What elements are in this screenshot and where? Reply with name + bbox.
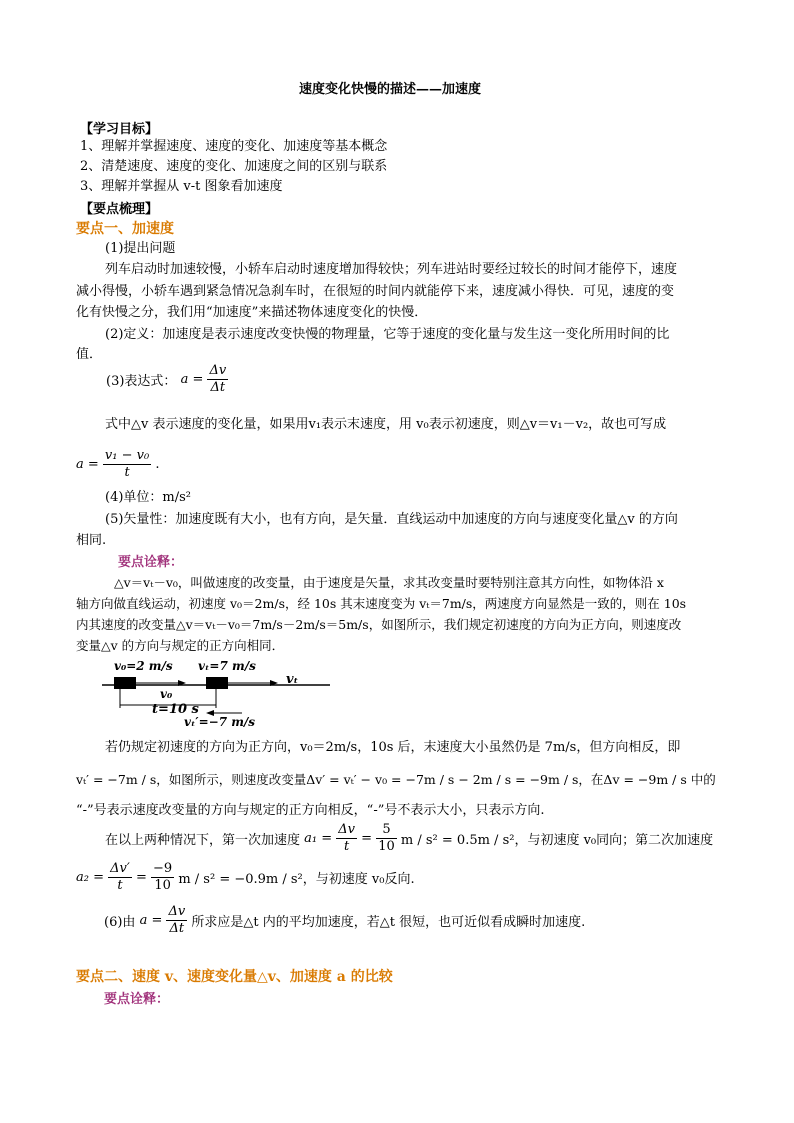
text-fragment: m / s² = −0.9m / s²，与初速度 v₀反向. — [178, 872, 415, 887]
goals-heading: 【学习目标】 — [80, 122, 159, 137]
fraction-5-10 — [376, 822, 397, 855]
note-line: 内其速度的改变量△v＝vₜ－v₀＝7m/s－2m/s＝5m/s，如图所示，我们规定初速度的方向为正方向，则速度改 — [76, 617, 682, 632]
paragraph-line: (5)矢量性：加速度既有大小，也有方向，是矢量．直线运动中加速度的方向与速度变化量△v 的方向 — [105, 512, 678, 527]
expression-row — [106, 363, 228, 396]
v0-arrow-label: v₀ — [160, 687, 173, 701]
fraction-numerator: v₁ − v₀ — [104, 448, 150, 463]
note-line: △v＝vₜ－v₀，叫做速度的改变量，由于速度是矢量，求其改变量时要特别注意其方向性，如物体沿 x — [114, 575, 664, 590]
formula-lhs: a = — [76, 457, 99, 472]
fraction-numerator: Δv′ — [110, 861, 130, 876]
car-block-start — [114, 677, 136, 689]
fraction-denominator: t — [117, 878, 123, 893]
paragraph-line: “-”号表示速度改变量的方向与规定的正方向相反，“-”号不表示大小，只表示方向. — [76, 803, 545, 818]
equals-sign: = — [361, 831, 373, 846]
formula-lhs: a = — [139, 913, 163, 928]
section-heading-point1: 要点一、加速度 — [76, 221, 174, 237]
paragraph-line: 式中△v 表示速度的变化量，如果用v₁表示末速度，用 v₀表示初速度，则△v＝v₁－v₂，故也可写成 — [105, 417, 667, 432]
vt-reverse-label: vₜ′=−7 m/s — [184, 715, 256, 729]
fraction-denominator: 10 — [378, 839, 395, 854]
formula-row — [76, 448, 159, 481]
text-fragment: 所求应是△t 内的平均加速度，若△t 很短，也可近似看成瞬时加速度. — [191, 915, 586, 930]
text-fragment: (6)由 — [104, 915, 136, 930]
paragraph-line: vₜ′ = −7m / s，如图所示，则速度改变量Δv′ = vₜ′ − v₀ = −7m / s − 2m / s = −9m / s，在Δv = −9m / s 中的 — [76, 772, 716, 787]
fraction-denominator: t — [344, 839, 350, 854]
fraction-numerator: Δv — [338, 822, 356, 837]
unit-line: (4)单位：m/s² — [105, 490, 192, 505]
paragraph-line: 值． — [76, 347, 103, 362]
goal-item: 1、理解并掌握速度、速度的变化、加速度等基本概念 — [80, 139, 388, 154]
velocity-diagram — [100, 656, 340, 730]
paragraph-line: 减小得慢，小轿车遇到紧急情况急刹车时，在很短的时间内就能停下来，速度减小得快．可见，速度的变 — [76, 284, 675, 299]
text-fragment: 在以上两种情况下，第一次加速度 — [105, 833, 301, 848]
paragraph-line: 若仍规定初速度的方向为正方向，v₀＝2m/s，10s 后，末速度大小虽然仍是 7m/s，但方向相反，即 — [105, 740, 681, 755]
fraction-denominator: 10 — [154, 878, 171, 893]
v0-label: v₀=2 m/s — [114, 659, 173, 673]
fraction-denominator: t — [124, 465, 130, 480]
fraction-numerator: 5 — [376, 822, 397, 839]
fraction-numerator: −9 — [153, 861, 173, 876]
fraction-denominator: Δt — [169, 921, 185, 936]
paragraph-line: 化有快慢之分，我们用“加速度”来描述物体速度变化的快慢． — [76, 305, 428, 320]
fraction-denominator: Δt — [210, 380, 226, 395]
fraction-numerator: Δv — [168, 904, 186, 919]
equals-sign: = — [135, 870, 147, 885]
fraction-numerator: Δv — [209, 363, 227, 378]
fraction-dv-dt — [207, 363, 228, 396]
vt-label: vₜ=7 m/s — [198, 659, 256, 673]
goal-item: 2、清楚速度、速度的变化、加速度之间的区别与联系 — [80, 159, 388, 174]
note-heading: 要点诠释： — [118, 555, 184, 570]
note-line: 变量△v 的方向与规定的正方向相同． — [76, 638, 285, 653]
note-line: 轴方向做直线运动，初速度 v₀＝2m/s，经 10s 其末速度变为 vₜ＝7m/s，两速度方向显然是一致的，则在 10s — [76, 596, 687, 611]
subsection-label: (3)表达式： — [106, 374, 177, 389]
formula-lhs: a₁ = — [304, 831, 333, 846]
fraction-dv-dt — [166, 904, 187, 937]
formula-lhs: a₂ = — [76, 870, 104, 885]
fraction-dv-t — [336, 822, 357, 855]
goal-item: 3、理解并掌握从 v-t 图象看加速度 — [80, 179, 283, 194]
section-heading-point2: 要点二、速度 v、速度变化量△v、加速度 a 的比较 — [76, 969, 393, 985]
time-label: t=10 s — [152, 702, 199, 717]
paragraph-line: 列车启动时加速较慢，小轿车启动时速度增加得较快；列车进站时要经过较长的时间才能停下，速度 — [105, 262, 678, 277]
paragraph-line: 相同. — [76, 533, 107, 548]
fraction-neg9-10 — [151, 861, 174, 894]
paragraph-line: (2)定义：加速度是表示速度改变快慢的物理量，它等于速度的变化量与发生这一变化所用时间的比 — [105, 327, 670, 342]
fraction-v1-v0-t — [103, 448, 151, 481]
vt-arrow-label: vₜ — [286, 672, 299, 687]
text-fragment: m / s² = 0.5m / s²，与初速度 v₀同向；第二次加速度 — [400, 833, 714, 848]
fraction-dv-prime-t — [108, 861, 132, 894]
car-block-end — [206, 677, 228, 689]
subsection-label: (1)提出问题 — [105, 241, 176, 256]
acceleration-row-1 — [105, 822, 713, 855]
formula-tail: . — [155, 457, 160, 472]
page-title: 速度变化快慢的描述——加速度 — [299, 82, 482, 97]
acceleration-row-2 — [76, 861, 415, 894]
summary-heading: 【要点梳理】 — [80, 202, 159, 217]
note-heading: 要点诠释： — [104, 992, 170, 1007]
instantaneous-row — [104, 904, 585, 937]
formula-lhs: a = — [180, 372, 204, 387]
